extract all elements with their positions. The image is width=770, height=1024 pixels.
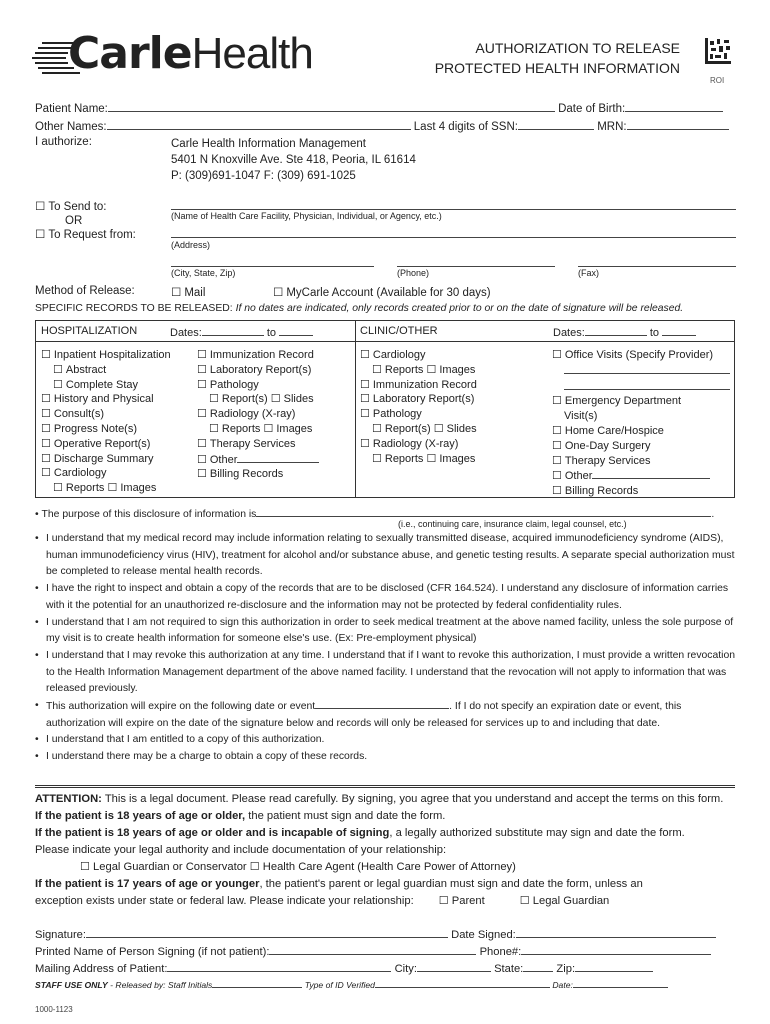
clinic-cardiology-checkbox[interactable]: ☐ Cardiology bbox=[360, 348, 477, 363]
office-visits-checkbox[interactable]: ☐ Office Visits (Specify Provider) bbox=[552, 348, 730, 363]
other-field[interactable] bbox=[237, 452, 319, 463]
immunization-checkbox[interactable]: ☐ Immunization Record bbox=[197, 348, 319, 363]
date-signed-field[interactable] bbox=[516, 927, 716, 938]
mrn-label: MRN: bbox=[597, 121, 627, 133]
therapy-services-checkbox[interactable]: ☐ Therapy Services bbox=[197, 437, 319, 452]
hosp-date-from[interactable] bbox=[202, 325, 264, 336]
pathology-checkbox[interactable]: ☐ Pathology bbox=[197, 378, 319, 393]
pathology-slides-checkbox[interactable]: ☐ Slides bbox=[271, 393, 314, 405]
progress-notes-checkbox[interactable]: ☐ Progress Note(s) bbox=[41, 422, 171, 437]
radiology-checkbox[interactable]: ☐ Radiology (X-ray) bbox=[197, 407, 319, 422]
recipient-address-field[interactable] bbox=[171, 227, 736, 238]
clinic-col2 bbox=[552, 348, 730, 499]
zip-field[interactable] bbox=[575, 961, 653, 972]
clinic-pathology-checkbox[interactable]: ☐ Pathology bbox=[360, 407, 477, 422]
send-to-checkbox[interactable]: ☐ To Send to: bbox=[35, 200, 136, 214]
recipient-fax-field[interactable] bbox=[578, 256, 736, 267]
inpatient-checkbox[interactable]: ☐ Inpatient Hospitalization bbox=[41, 348, 171, 363]
radiology-reports-checkbox[interactable]: ☐ Reports bbox=[209, 423, 260, 435]
authorized-org bbox=[171, 136, 416, 184]
cardiology-reports-checkbox[interactable]: ☐ Reports bbox=[53, 482, 104, 494]
one-day-surgery-checkbox[interactable]: ☐ One-Day Surgery bbox=[552, 439, 730, 454]
recipient-phone-field[interactable] bbox=[397, 256, 555, 267]
expire-field[interactable] bbox=[315, 698, 449, 709]
expire-text-2: . If I do not specify an expiration date or event, this authorization will expire on the date of the signature below and records will only be released for services up to and including that date. bbox=[46, 701, 682, 729]
purpose-bullet: • bbox=[35, 509, 42, 520]
lab-reports-checkbox[interactable]: ☐ Laboratory Report(s) bbox=[197, 363, 319, 378]
hosp-date-to[interactable] bbox=[279, 325, 313, 336]
dob-field[interactable] bbox=[625, 101, 723, 112]
clinic-billing-checkbox[interactable]: ☐ Billing Records bbox=[552, 484, 730, 499]
staff-released-label: - Released by: Staff Initials bbox=[110, 980, 213, 990]
barcode-icon bbox=[705, 38, 731, 64]
mail-checkbox[interactable]: ☐ Mail bbox=[171, 285, 205, 299]
history-physical-checkbox[interactable]: ☐ History and Physical bbox=[41, 392, 171, 407]
terms-list bbox=[35, 531, 737, 766]
clinic-radiology-checkbox[interactable]: ☐ Radiology (X-ray) bbox=[360, 437, 477, 452]
radiology-images-checkbox[interactable]: ☐ Images bbox=[263, 423, 312, 435]
signature-field[interactable] bbox=[86, 927, 448, 938]
logo-carle: Carle bbox=[68, 28, 192, 79]
home-care-checkbox[interactable]: ☐ Home Care/Hospice bbox=[552, 424, 730, 439]
phone-label: Phone#: bbox=[479, 946, 522, 958]
other-names-label: Other Names: bbox=[35, 121, 107, 133]
form-title-line1: AUTHORIZATION TO RELEASE bbox=[475, 40, 680, 56]
provider-field-2[interactable] bbox=[564, 379, 730, 390]
records-table bbox=[35, 320, 735, 498]
phone-hint: (Phone) bbox=[397, 268, 430, 278]
staff-date-field[interactable] bbox=[573, 979, 668, 988]
clinic-dates-label: Dates: bbox=[553, 327, 585, 339]
minor-rule-text: , the patient's parent or legal guardian must sign and date the form, unless an bbox=[259, 878, 643, 890]
other-checkbox[interactable]: ☐ Other bbox=[197, 454, 237, 466]
relationship-text: exception exists under state or federal law. Please indicate your relationship: bbox=[35, 895, 414, 907]
fax-hint: (Fax) bbox=[578, 268, 599, 278]
complete-stay-checkbox[interactable]: ☐ Complete Stay bbox=[41, 378, 171, 393]
purpose-label: The purpose of this disclosure of information is bbox=[41, 509, 257, 520]
form-number: 1000-1123 bbox=[35, 1005, 73, 1014]
term-expire bbox=[35, 698, 737, 732]
clinic-title: CLINIC/OTHER bbox=[360, 325, 438, 337]
agent-checkbox[interactable]: ☐ Health Care Agent (Health Care Power of Attorney) bbox=[250, 861, 516, 873]
clinic-radiology-reports-checkbox[interactable]: ☐ Reports bbox=[372, 453, 423, 465]
carle-health-logo bbox=[32, 28, 322, 82]
term-1: • I understand that my medical record may include information relating to sexually transmitted disease, acquired immunodeficiency syndrome (AIDS), human immunodeficiency virus (HIV), treatment for alcohol and/or substance abuse, and genetic testing results. A separate special authorization must be completed to release mental health records. bbox=[35, 531, 737, 581]
clinic-cardiology-images-checkbox[interactable]: ☐ Images bbox=[426, 364, 475, 376]
city-hint: (City, State, Zip) bbox=[171, 268, 236, 278]
mailing-field[interactable] bbox=[167, 961, 391, 972]
clinic-pathology-reports-checkbox[interactable]: ☐ Report(s) bbox=[372, 423, 431, 435]
state-field[interactable] bbox=[523, 961, 553, 972]
mrn-field[interactable] bbox=[627, 119, 729, 130]
term-4: • I understand that I may revoke this authorization at any time. I understand that if I want to revoke this authorization, I must provide a written revocation to the Health Information Management department of the above named facility. I understand that the revocation will not apply to information that was released previously. bbox=[35, 648, 737, 698]
printed-name-field[interactable] bbox=[269, 944, 476, 955]
clinic-therapy-checkbox[interactable]: ☐ Therapy Services bbox=[552, 454, 730, 469]
purpose-hint: (i.e., continuing care, insurance claim, legal counsel, etc.) bbox=[398, 519, 627, 529]
attention-section bbox=[35, 791, 737, 910]
org-name: Carle Health Information Management bbox=[171, 138, 366, 150]
clinic-date-to[interactable] bbox=[662, 325, 696, 336]
dob-label: Date of Birth: bbox=[558, 103, 626, 115]
minor-rule-bold: If the patient is 17 years of age or younger bbox=[35, 878, 260, 890]
hosp-to: to bbox=[266, 327, 277, 339]
city-label: City: bbox=[394, 963, 417, 975]
patient-name-label: Patient Name: bbox=[35, 103, 108, 115]
ssn-field[interactable] bbox=[518, 119, 594, 130]
recipient-name-hint: (Name of Health Care Facility, Physician, Individual, or Agency, etc.) bbox=[171, 211, 442, 221]
clinic-to: to bbox=[649, 327, 660, 339]
adult-rule-bold: If the patient is 18 years of age or older, bbox=[35, 810, 246, 822]
consult-checkbox[interactable]: ☐ Consult(s) bbox=[41, 407, 171, 422]
parent-checkbox[interactable]: ☐ Parent bbox=[439, 895, 485, 907]
term-3: • I understand that I am not required to sign this authorization in order to seek medical treatment at the above named facility, unless the sole purpose of my visit is to create health information for someone else's use. (Ex: Pre-employment physical) bbox=[35, 615, 737, 648]
billing-records-checkbox[interactable]: ☐ Billing Records bbox=[197, 467, 319, 482]
term-5: • I understand that I am entitled to a copy of this authorization. bbox=[35, 732, 737, 749]
hosp-col1 bbox=[41, 348, 171, 496]
date-signed-label: Date Signed: bbox=[451, 929, 516, 941]
logo-health: Health bbox=[191, 29, 313, 78]
request-from-checkbox[interactable]: ☐ To Request from: bbox=[35, 228, 136, 242]
signature-label: Signature: bbox=[35, 929, 86, 941]
clinic-header bbox=[355, 321, 734, 342]
printed-name-label: Printed Name of Person Signing (if not patient): bbox=[35, 946, 270, 958]
attention-text: This is a legal document. Please read carefully. By signing, you agree that you understand and accept the terms on this form. bbox=[104, 793, 724, 805]
clinic-other-field[interactable] bbox=[592, 468, 710, 479]
term-6: • I understand there may be a charge to obtain a copy of these records. bbox=[35, 749, 737, 766]
ssn-label: Last 4 digits of SSN: bbox=[413, 121, 518, 133]
staff-initials-field[interactable] bbox=[212, 979, 302, 988]
clinic-cardiology-reports-checkbox[interactable]: ☐ Reports bbox=[372, 364, 423, 376]
staff-id-field[interactable] bbox=[375, 979, 550, 988]
method-label: Method of Release: bbox=[35, 285, 135, 297]
hosp-col2 bbox=[197, 348, 319, 482]
staff-label: STAFF USE ONLY bbox=[35, 980, 108, 990]
provider-field-1[interactable] bbox=[564, 363, 730, 374]
form-title-line2: PROTECTED HEALTH INFORMATION bbox=[434, 60, 680, 76]
patient-name-field[interactable] bbox=[108, 101, 555, 112]
staff-id-label: Type of ID Verified bbox=[304, 980, 375, 990]
pathology-reports-checkbox[interactable]: ☐ Report(s) bbox=[209, 393, 268, 405]
emergency-visits-label: Visit(s) bbox=[564, 410, 598, 423]
purpose-field[interactable] bbox=[256, 506, 711, 517]
discharge-summary-checkbox[interactable]: ☐ Discharge Summary bbox=[41, 452, 171, 467]
mailing-label: Mailing Address of Patient: bbox=[35, 963, 168, 975]
authorize-label: I authorize: bbox=[35, 136, 92, 148]
hosp-dates-label: Dates: bbox=[170, 327, 202, 339]
cardiology-checkbox[interactable]: ☐ Cardiology bbox=[41, 466, 171, 481]
staff-date-label: Date: bbox=[552, 980, 573, 990]
hosp-header bbox=[36, 321, 355, 342]
clinic-lab-reports-checkbox[interactable]: ☐ Laboratory Report(s) bbox=[360, 392, 477, 407]
cardiology-images-checkbox[interactable]: ☐ Images bbox=[107, 482, 156, 494]
operative-reports-checkbox[interactable]: ☐ Operative Report(s) bbox=[41, 437, 171, 452]
incapable-rule-bold: If the patient is 18 years of age or older and is incapable of signing bbox=[35, 827, 390, 839]
hosp-title: HOSPITALIZATION bbox=[41, 325, 138, 337]
attention-label: ATTENTION: bbox=[35, 793, 102, 805]
or-label: OR bbox=[65, 215, 83, 227]
emergency-checkbox[interactable]: ☐ Emergency Department bbox=[552, 394, 730, 409]
expire-text-1: This authorization will expire on the following date or event bbox=[46, 701, 316, 713]
recipient-name-field[interactable] bbox=[171, 199, 736, 210]
other-names-field[interactable] bbox=[107, 119, 411, 130]
clinic-pathology-slides-checkbox[interactable]: ☐ Slides bbox=[434, 423, 477, 435]
org-phone: P: (309)691-1047 F: (309) 691-1025 bbox=[171, 170, 356, 182]
legal-guardian-checkbox[interactable]: ☐ Legal Guardian bbox=[520, 895, 610, 907]
zip-label: Zip: bbox=[556, 963, 576, 975]
authority-text: Please indicate your legal authority and include documentation of your relationship: bbox=[35, 844, 447, 856]
section-divider bbox=[35, 785, 735, 788]
clinic-radiology-images-checkbox[interactable]: ☐ Images bbox=[426, 453, 475, 465]
term-2: • I have the right to inspect and obtain a copy of the records that are to be disclosed (CFR 164.524). I understand any disclosure of information carries with it the potential for an unauthorized re-disclosure and the information may not be protected by federal confidentiality rules. bbox=[35, 581, 737, 614]
city-field[interactable] bbox=[417, 961, 491, 972]
records-heading: SPECIFIC RECORDS TO BE RELEASED: bbox=[35, 303, 233, 314]
clinic-col1 bbox=[360, 348, 477, 466]
mycarle-checkbox[interactable]: ☐ MyCarle Account (Available for 30 days) bbox=[273, 285, 491, 299]
org-address: 5401 N Knoxville Ave. Ste 418, Peoria, IL 61614 bbox=[171, 154, 416, 166]
incapable-rule-text: , a legally authorized substitute may sign and date the form. bbox=[389, 827, 685, 839]
adult-rule-text: the patient must sign and date the form. bbox=[248, 810, 446, 822]
recipient-city-field[interactable] bbox=[171, 256, 374, 267]
clinic-other-checkbox[interactable]: ☐ Other bbox=[552, 470, 592, 482]
records-note: If no dates are indicated, only records created prior to or on the date of signature will be released. bbox=[235, 303, 684, 314]
phone-field[interactable] bbox=[521, 944, 711, 955]
abstract-checkbox[interactable]: ☐ Abstract bbox=[41, 363, 171, 378]
clinic-date-from[interactable] bbox=[585, 325, 647, 336]
clinic-immunization-checkbox[interactable]: ☐ Immunization Record bbox=[360, 378, 477, 393]
guardian-checkbox[interactable]: ☐ Legal Guardian or Conservator bbox=[80, 861, 247, 873]
form-title bbox=[400, 38, 680, 78]
state-label: State: bbox=[494, 963, 524, 975]
address-hint: (Address) bbox=[171, 240, 211, 250]
roi-label: ROI bbox=[710, 76, 725, 85]
